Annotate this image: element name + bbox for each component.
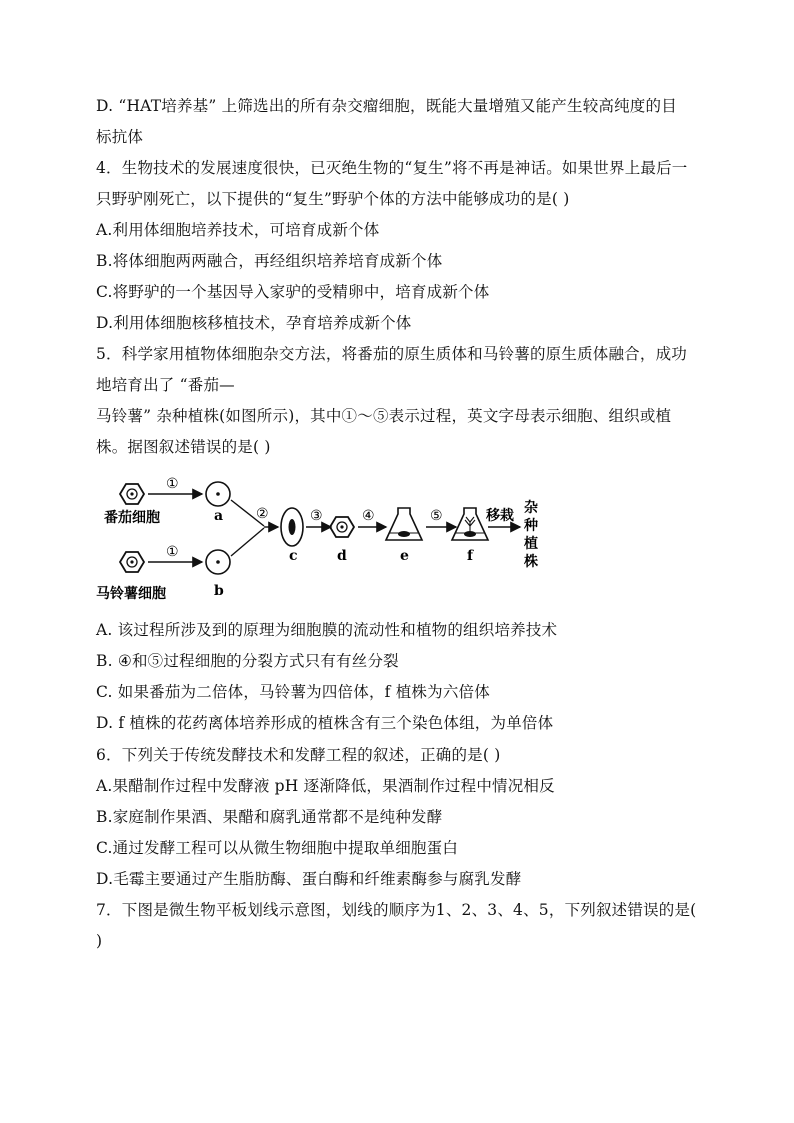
question-7-stem: 7．下图是微生物平板划线示意图，划线的顺序为1、2、3、4、5，下列叙述错误的是( [96, 901, 697, 919]
text-line: 地培育出了 “番茄— [96, 376, 235, 394]
text-line: 株。据图叙述错误的是( ) [96, 438, 271, 456]
hybridization-diagram [96, 470, 556, 610]
text-line: 只野驴刚死亡，以下提供的“复生”野驴个体的方法中能够成功的是( ) [96, 190, 570, 208]
label-d: d [337, 548, 347, 564]
question-4-stem: 4．生物技术的发展速度很快，已灭绝生物的“复生”将不再是神话。如果世界上最后一 [96, 159, 688, 177]
cell-d-icon [330, 517, 354, 537]
option-d: D.利用体细胞核移植技术，孕育培养成新个体 [96, 314, 412, 332]
text-line: 马铃薯” 杂种植株(如图所示)，其中①～⑤表示过程，英文字母表示细胞、组织或植 [96, 407, 672, 425]
hybrid-char-2: 种 [524, 518, 538, 534]
step5-label: ⑤ [430, 508, 443, 524]
label-f: f [467, 548, 474, 564]
label-c: c [289, 548, 298, 564]
hybrid-char-1: 杂 [524, 500, 538, 516]
option-c: C.将野驴的一个基因导入家驴的受精卵中，培育成新个体 [96, 283, 490, 301]
question-6-stem: 6．下列关于传统发酵技术和发酵工程的叙述，正确的是( ) [96, 746, 501, 764]
option-b: B.将体细胞两两融合，再经组织培养培育成新个体 [96, 252, 443, 270]
text-line: 标抗体 [96, 128, 144, 146]
label-a: a [214, 508, 224, 524]
tomato-cell-icon [120, 484, 144, 504]
fusion-line-bottom [231, 528, 264, 556]
flask-f-icon [452, 508, 488, 540]
option-d: D. f 植株的花药离体培养形成的植株含有三个染色体组，为单倍体 [96, 714, 554, 732]
potato-cell-label: 马铃薯细胞 [96, 586, 166, 602]
question-5-stem: 5．科学家用植物体细胞杂交方法，将番茄的原生质体和马铃薯的原生质体融合，成功 [96, 345, 687, 363]
option-d: D.毛霉主要通过产生脂肪酶、蛋白酶和纤维素酶参与腐乳发酵 [96, 870, 522, 888]
step4-label: ④ [362, 508, 375, 524]
step1-bottom-label: ① [166, 544, 179, 560]
option-b: B. ④和⑤过程细胞的分裂方式只有有丝分裂 [96, 652, 399, 670]
potato-cell-icon [120, 552, 144, 572]
text-line: D. “HAT培养基” 上筛选出的所有杂交瘤细胞，既能大量增殖又能产生较高纯度的目 [96, 97, 677, 115]
option-a: A. 该过程所涉及到的原理为细胞膜的流动性和植物的组织培养技术 [96, 621, 558, 639]
step2-label: ② [256, 506, 269, 522]
label-b: b [214, 583, 224, 599]
hybrid-char-4: 株 [524, 554, 538, 570]
text-line: ) [96, 932, 103, 950]
option-c: C.通过发酵工程可以从微生物细胞中提取单细胞蛋白 [96, 839, 459, 857]
step3-label: ③ [310, 508, 323, 524]
option-a: A.利用体细胞培养技术，可培育成新个体 [96, 221, 380, 239]
tomato-cell-label: 番茄细胞 [104, 510, 160, 526]
transplant-label: 移栽 [486, 508, 514, 524]
fused-cell-c-icon [281, 508, 303, 546]
hybrid-char-3: 植 [524, 536, 538, 552]
option-a: A.果醋制作过程中发酵液 pH 逐渐降低，果酒制作过程中情况相反 [96, 777, 555, 795]
option-b: B.家庭制作果酒、果醋和腐乳通常都不是纯种发酵 [96, 808, 443, 826]
flask-e-icon [386, 508, 422, 540]
step1-top-label: ① [166, 476, 179, 492]
protoplast-a-icon [206, 482, 230, 506]
protoplast-b-icon [206, 550, 230, 574]
label-e: e [400, 548, 409, 564]
option-c: C. 如果番茄为二倍体，马铃薯为四倍体，f 植株为六倍体 [96, 683, 490, 701]
